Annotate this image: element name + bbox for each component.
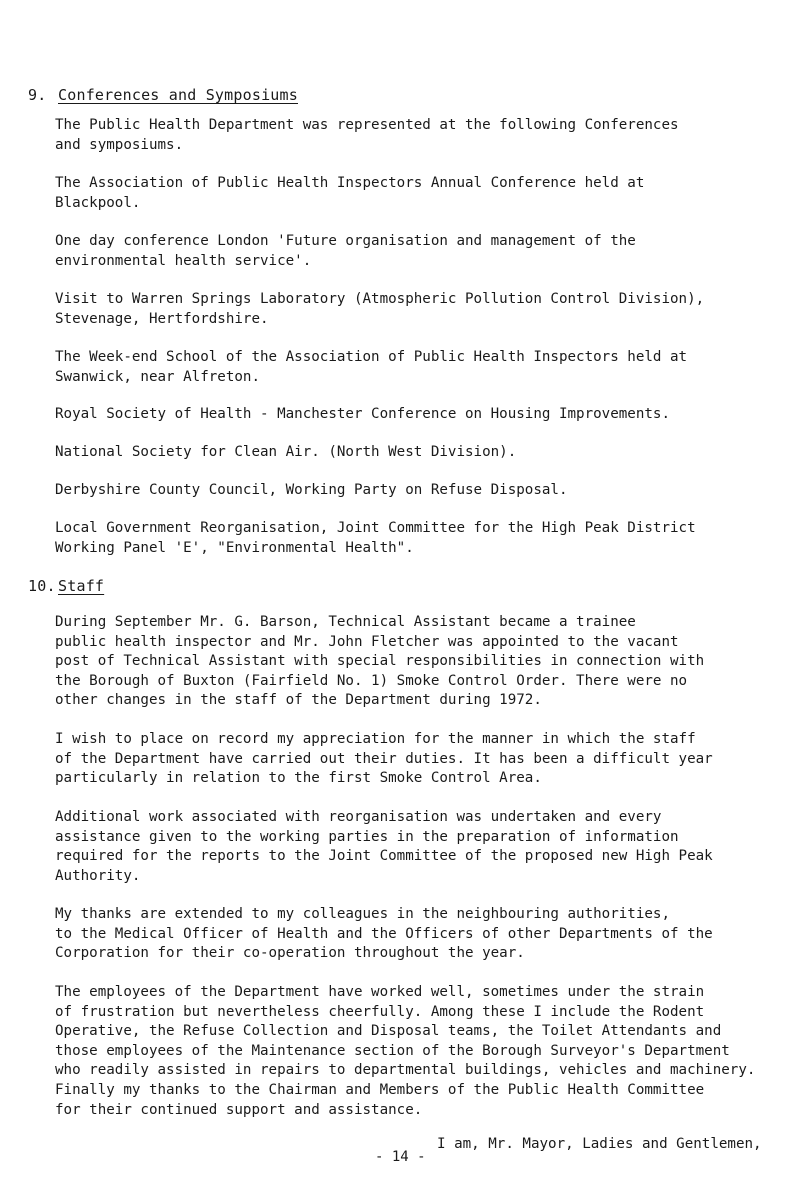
paragraph: The Public Health Department was represented at the following Conferences and symposiums. <box>55 117 679 153</box>
paragraph: I wish to place on record my appreciation for the manner in which the staff of the Department have carried out their duties. It has been a difficult year particularly in relation to the first Smoke Control Area. <box>55 731 713 786</box>
paragraph: The employees of the Department have worked well, sometimes under the strain of frustration but nevertheless cheerfully. Among these I include the Rodent Operative, the Refuse Collection and Disposal teams, the Toilet Attendants and those employees of the Maintenance section of the Borough Surveyor's Department who readily assisted in repairs to departmental buildings, vehicles and machinery. <box>55 984 756 1078</box>
paragraph: Royal Society of Health - Manchester Conference on Housing Improvements. <box>55 406 670 422</box>
page-number: - 14 - <box>375 1149 426 1165</box>
paragraph: The Week-end School of the Association of Public Health Inspectors held at Swanwick, near Alfreton. <box>55 349 688 385</box>
paragraph: Finally my thanks to the Chairman and Members of the Public Health Committee for their continued support and assistance. <box>55 1082 705 1118</box>
section-title: Conferences and Symposiums <box>58 86 298 104</box>
paragraph: My thanks are extended to my colleagues in the neighbouring authorities, to the Medical Officer of Health and the Officers of other Departments of the Corporation for their co-operation throughout the year. <box>55 906 713 961</box>
paragraph: The Association of Public Health Inspectors Annual Conference held at Blackpool. <box>55 175 645 211</box>
paragraph: Visit to Warren Springs Laboratory (Atmospheric Pollution Control Division), Stevenage, Hertfordshire. <box>55 291 705 327</box>
section-number: 10. <box>28 577 56 595</box>
signature-block <box>437 1134 762 1156</box>
paragraph: Additional work associated with reorganisation was undertaken and every assistance given to the working parties in the preparation of information required for the reports to the Joint Committee of the proposed new High Peak Authority. <box>55 809 713 884</box>
signature-line: I am, Mr. Mayor, Ladies and Gentlemen, <box>437 1136 762 1152</box>
paragraph: During September Mr. G. Barson, Technical Assistant became a trainee public health inspector and Mr. John Fletcher was appointed to the vacant post of Technical Assistant with special responsibilities in connection with the Borough of Buxton (Fairfield No. 1) Smoke Control Order. There were no other changes in the staff of the Department during 1972. <box>55 614 705 708</box>
paragraph: One day conference London 'Future organisation and management of the environmental health service'. <box>55 233 636 269</box>
section-heading-staff <box>28 577 104 595</box>
paragraph: Derbyshire County Council, Working Party on Refuse Disposal. <box>55 482 568 498</box>
section-title: Staff <box>58 577 105 595</box>
paragraph: Local Government Reorganisation, Joint Committee for the High Peak District Working Panel 'E', "Environmental Health". <box>55 520 696 556</box>
section-heading-conferences <box>28 86 298 104</box>
section-number: 9. <box>28 86 47 104</box>
paragraph: National Society for Clean Air. (North West Division). <box>55 444 517 460</box>
